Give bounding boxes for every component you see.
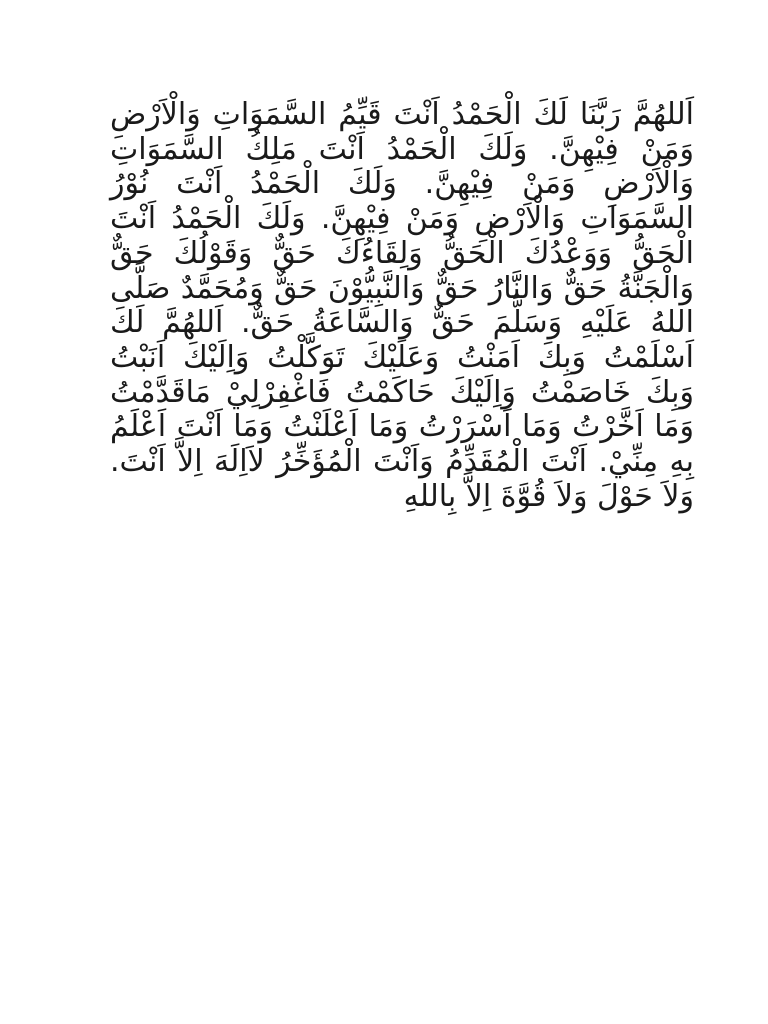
arabic-dua-paragraph: اَللهُمَّ رَبَّنَا لَكَ الْحَمْدُ اَنْتَ قَيِّمُ السَّمَوَاتِ وَالْاَرْضِ وَمَنْ فِيْهِنَّ. وَلَكَ الْحَمْدُ اَنْتَ مَلِكُ السَّمَوَاتِ وَالْاَرْضِ وَمَنْ فِيْهِنَّ. وَلَكَ الْحَمْدُ اَنْتَ نُوْرُ السَّمَوَاتِ وَالْاَرْضِ وَمَنْ فِيْهِنَّ. وَلَكَ الْحَمْدُ اَنْتَ الْحَقُّ وَوَعْدُكَ الْحَقُّ وَلِقَاءُكَ حَقٌّ وَقَوْلُكَ حَقٌّ وَالْجَنَّةُ حَقٌّ وَالنَّارُ حَقٌّ وَالنَّبِيُّوْنَ حَقٌّ وَمُحَمَّدٌ صَلَّى اللهُ عَلَيْهِ وَسَلَّمَ حَقٌّ وَالسَّاعَةُ حَقٌّ. اَللهُمَّ لَكَ اَسْلَمْتُ وَبِكَ اَمَنْتُ وَعَلَيْكَ تَوَكَّلْتُ وَاِلَيْكَ اَنَبْتُ وَبِكَ خَاصَمْتُ وَاِلَيْكَ حَاكَمْتُ فَاغْفِرْلِيْ مَاقَدَّمْتُ وَمَا اَخَّرْتُ وَمَا اَسْرَرْتُ وَمَا اَعْلَنْتُ وَمَا اَنْتَ اَعْلَمُ بِهِ مِنِّيْ. اَنْتَ الْمُقَدِّمُ وَاَنْتَ الْمُؤَخِّرُ لاَاِلَهَ اِلاَّ اَنْتَ. وَلاَ حَوْلَ وَلاَ قُوَّةَ اِلاَّ بِاللهِ [110, 97, 694, 514]
